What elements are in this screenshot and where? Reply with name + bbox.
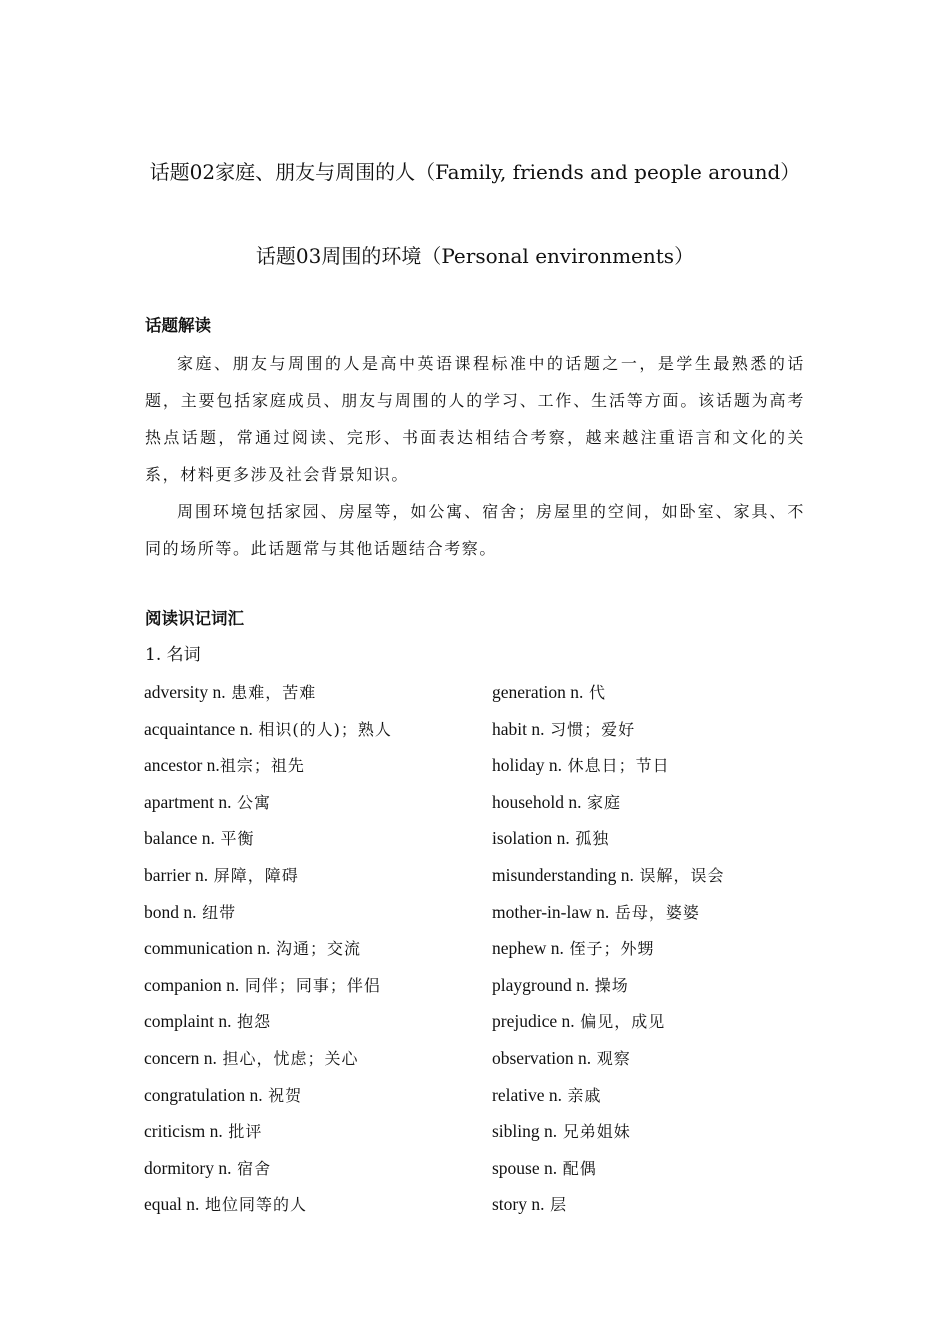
topic-03-title: 话题03周围的环境（Personal environments） bbox=[255, 244, 695, 268]
vocab-meaning: 岳母，婆婆 bbox=[614, 902, 700, 922]
vocab-meaning: 屏障，障碍 bbox=[213, 865, 299, 885]
vocab-term: criticism n. bbox=[144, 1121, 223, 1142]
vocab-meaning: 代 bbox=[588, 683, 606, 702]
vocab-item bbox=[144, 786, 484, 823]
vocab-meaning: 祖宗；祖先 bbox=[219, 756, 305, 776]
vocab-meaning: 批评 bbox=[228, 1122, 263, 1142]
vocab-item bbox=[492, 786, 832, 823]
vocab-item bbox=[144, 1042, 484, 1079]
vocab-term: mother-in-law n. bbox=[492, 901, 610, 922]
vocab-meaning: 习惯；爱好 bbox=[550, 719, 636, 739]
vocab-term: nephew n. bbox=[492, 938, 564, 959]
vocab-meaning: 沟通；交流 bbox=[275, 939, 361, 959]
vocab-item bbox=[144, 749, 484, 786]
vocab-meaning: 同伴；同事；伴侣 bbox=[244, 975, 381, 995]
vocab-term: dormitory n. bbox=[144, 1157, 232, 1178]
vocab-item bbox=[492, 896, 832, 933]
vocab-term: companion n. bbox=[144, 974, 240, 995]
vocab-meaning: 孤独 bbox=[575, 829, 610, 849]
vocab-item bbox=[492, 932, 832, 969]
vocab-item bbox=[492, 1152, 832, 1189]
vocab-item bbox=[144, 1005, 484, 1042]
vocab-item bbox=[492, 676, 832, 713]
vocab-meaning: 操场 bbox=[594, 975, 629, 995]
vocab-meaning: 家庭 bbox=[587, 792, 622, 812]
vocab-term: concern n. bbox=[144, 1047, 217, 1068]
vocab-term: adversity n. bbox=[144, 682, 226, 702]
vocab-meaning: 兄弟姐妹 bbox=[562, 1122, 631, 1142]
vocab-item bbox=[144, 1152, 484, 1189]
vocab-term: complaint n. bbox=[144, 1011, 232, 1032]
intro-paragraph-2: 周围环境包括家园、房屋等，如公寓、宿舍；房屋里的空间，如卧室、家具、不同的场所等。此话题常与其他话题结合考察。 bbox=[145, 502, 805, 558]
vocab-term: story n. bbox=[492, 1194, 545, 1215]
vocab-term: communication n. bbox=[144, 938, 271, 959]
vocab-term: generation n. bbox=[492, 682, 584, 702]
nouns-subheading: 1. 名词 bbox=[145, 645, 201, 665]
vocab-meaning: 地位同等的人 bbox=[204, 1195, 307, 1215]
vocab-item bbox=[144, 713, 484, 750]
vocab-list-left bbox=[144, 676, 484, 1225]
vocab-item bbox=[492, 969, 832, 1006]
vocab-term: spouse n. bbox=[492, 1157, 558, 1178]
vocab-meaning: 公寓 bbox=[237, 792, 272, 812]
vocab-item bbox=[144, 822, 484, 859]
vocab-term: equal n. bbox=[144, 1194, 200, 1215]
vocab-term: relative n. bbox=[492, 1084, 562, 1105]
vocab-item bbox=[144, 969, 484, 1006]
vocab-item bbox=[144, 1079, 484, 1116]
vocab-item bbox=[492, 822, 832, 859]
vocab-meaning: 观察 bbox=[596, 1048, 631, 1068]
vocab-item bbox=[492, 1188, 832, 1225]
vocab-item bbox=[144, 859, 484, 896]
vocab-list-right bbox=[492, 676, 832, 1225]
vocab-meaning: 宿舍 bbox=[237, 1158, 272, 1178]
vocab-meaning: 相识(的人)；熟人 bbox=[258, 719, 392, 739]
vocab-term: barrier n. bbox=[144, 864, 209, 885]
vocab-term: ancestor n. bbox=[144, 755, 220, 776]
vocab-item bbox=[492, 749, 832, 786]
vocab-term: isolation n. bbox=[492, 828, 570, 849]
vocab-meaning: 侄子；外甥 bbox=[569, 939, 655, 959]
vocab-item bbox=[492, 1042, 832, 1079]
vocab-item bbox=[144, 676, 484, 713]
vocab-item bbox=[492, 1005, 832, 1042]
vocab-meaning: 担心，忧虑；关心 bbox=[222, 1048, 359, 1068]
vocab-term: apartment n. bbox=[144, 791, 232, 812]
vocab-term: balance n. bbox=[144, 828, 215, 849]
topic-02-title: 话题02家庭、朋友与周围的人（Family, friends and people around） bbox=[149, 160, 801, 184]
vocab-item bbox=[144, 896, 484, 933]
vocab-item bbox=[144, 932, 484, 969]
vocab-item bbox=[144, 1115, 484, 1152]
vocab-heading: 阅读识记词汇 bbox=[145, 609, 244, 628]
vocab-meaning: 休息日；节日 bbox=[567, 756, 670, 776]
vocab-item bbox=[492, 713, 832, 750]
vocab-meaning: 误解，误会 bbox=[639, 865, 725, 885]
vocab-term: playground n. bbox=[492, 974, 590, 995]
vocab-term: sibling n. bbox=[492, 1121, 558, 1142]
vocab-term: household n. bbox=[492, 791, 582, 812]
vocab-meaning: 配偶 bbox=[562, 1158, 597, 1178]
intro-paragraph-1: 家庭、朋友与周围的人是高中英语课程标准中的话题之一，是学生最熟悉的话题，主要包括家庭成员、朋友与周围的人的学习、工作、生活等方面。该话题为高考热点话题，常通过阅读、完形、书面表达相结合考察，越来越注重语言和文化的关系，材料更多涉及社会背景知识。 bbox=[145, 354, 805, 484]
vocab-item bbox=[492, 1079, 832, 1116]
vocab-meaning: 祝贺 bbox=[268, 1085, 303, 1105]
intro-heading: 话题解读 bbox=[145, 316, 211, 335]
vocab-term: bond n. bbox=[144, 901, 197, 922]
vocab-term: holiday n. bbox=[492, 755, 562, 776]
vocab-meaning: 层 bbox=[550, 1195, 568, 1215]
vocab-item bbox=[492, 859, 832, 896]
vocab-meaning: 抱怨 bbox=[237, 1012, 272, 1032]
vocab-meaning: 平衡 bbox=[220, 829, 255, 849]
vocab-meaning: 偏见，成见 bbox=[580, 1012, 666, 1032]
vocab-term: congratulation n. bbox=[144, 1084, 263, 1105]
vocab-term: misunderstanding n. bbox=[492, 864, 634, 885]
vocab-term: observation n. bbox=[492, 1047, 592, 1068]
vocab-item bbox=[144, 1188, 484, 1225]
vocab-term: acquaintance n. bbox=[144, 718, 253, 739]
vocab-term: habit n. bbox=[492, 718, 545, 739]
vocab-meaning: 患难，苦难 bbox=[231, 683, 317, 702]
vocab-item bbox=[492, 1115, 832, 1152]
vocab-term: prejudice n. bbox=[492, 1011, 575, 1032]
vocab-meaning: 纽带 bbox=[202, 902, 237, 922]
vocab-meaning: 亲戚 bbox=[567, 1085, 602, 1105]
